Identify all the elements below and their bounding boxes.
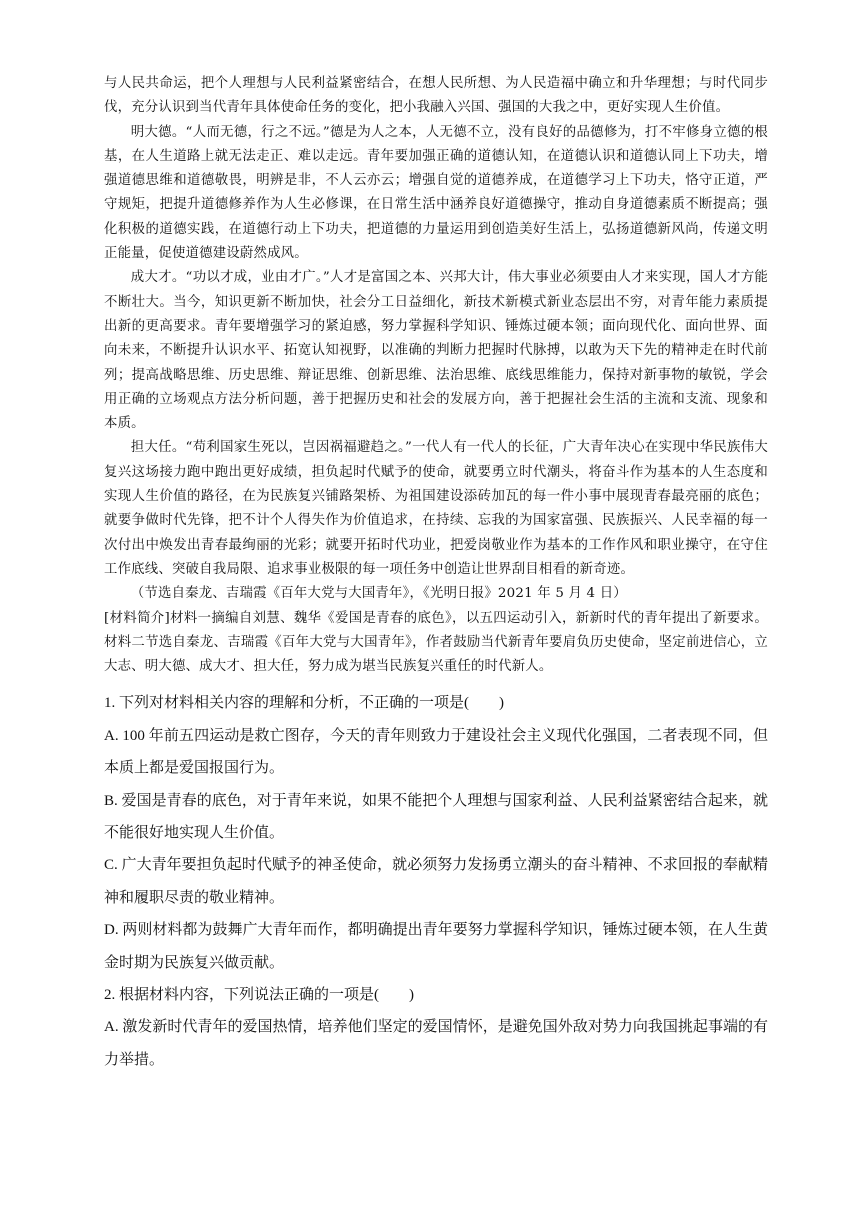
document-page [104,72,768,1076]
passage-paragraph-cheng-da-cai: 成大才。“功以才成，业由才广。”人才是富国之本、兴邦大计，伟大事业必须要由人才来实现，国人才方能不断壮大。当今，知识更新不断加快，社会分工日益细化，新技术新模式新业态层出不穷，对青年能力素质提出新的更高要求。青年要增强学习的紧迫感，努力掌握科学知识、锤炼过硬本领；面向现代化、面向世界、面向未来，不断提升认识水平、拓宽认知视野，以准确的判断力把握时代脉搏，以敢为天下先的精神走在时代前列；提高战略思维、历史思维、辩证思维、创新思维、法治思维、底线思维能力，保持对新事物的敏锐，学会用正确的立场观点方法分析问题，善于把握历史和社会的发展方向，善于把握社会生活的主流和支流、现象和本质。 [104,270,768,432]
reading-passage [104,72,768,679]
answer-blank-2: ( ) [374,987,415,1004]
question-1-option-c: C. 广大青年要担负起时代赋予的神圣使命，就必须努力发扬勇立潮头的奋斗精神、不求回报的奉献精神和履职尽责的敬业精神。 [104,857,768,906]
answer-blank-1: ( ) [464,695,505,712]
question-1-option-a: A. 100 年前五四运动是救亡图存，今天的青年则致力于建设社会主义现代化强国，二者表现不同，但本质上都是爱国报国行为。 [104,727,768,777]
passage-paragraph-ming-da-de: 明大德。“人而无德，行之不远。”德是为人之本，人无德不立，没有良好的品德修为，打不牢修身立德的根基，在人生道路上就无法走正、难以走远。青年要加强正确的道德认知，在道德认识和道德认同上下功夫，增强道德思维和道德敬畏，明辨是非，不人云亦云；增强自觉的道德养成，在道德学习上下功夫，恪守正道，严守规矩，把提升道德修养作为人生必修课，在日常生活中涵养良好道德操守，推动自身道德素质不断提高；强化积极的道德实践，在道德行动上下功夫，把道德的力量运用到创造美好生活上，弘扬道德新风尚，传递文明正能量，促使道德建设蔚然成风。 [104,124,768,262]
question-list [104,687,768,1076]
passage-paragraph-dan-da-ren: 担大任。“苟利国家生死以，岂因祸福避趋之。”一代人有一代人的长征，广大青年决心在实现中华民族伟大复兴这场接力跑中跑出更好成绩，担负起时代赋予的使命，就要勇立时代潮头，将奋斗作为基本的人生态度和实现人生价值的路径，在为民族复兴铺路架桥、为祖国建设添砖加瓦的每一件小事中展现青春最亮丽的底色；就要争做时代先锋，把不计个人得失作为价值追求，在持续、忘我的为国家富强、民族振兴、人民幸福的每一次付出中焕发出青春最绚丽的光彩；就要开拓时代功业，把爱岗敬业作为基本的工作作风和职业操守，在守住工作底线、突破自我局限、追求事业极限的每一项任务中创造让世界刮目相看的新奇迹。 [104,440,768,577]
material-introduction: [材料简介]材料一摘编自刘慧、魏华《爱国是青春的底色》，以五四运动引入，新新时代的青年提出了新要求。材料二节选自秦龙、吉瑞霞《百年大党与大国青年》，作者鼓励当代新青年要肩负历史使命，坚定前进信心，立大志、明大德、成大才、担大任，努力成为堪当民族复兴重任的时代新人。 [104,610,768,675]
question-2-text: 2. 根据材料内容，下列说法正确的一项是 [104,987,375,1004]
question-2-stem [104,979,768,1011]
passage-source-citation: （节选自秦龙、吉瑞霞《百年大党与大国青年》，《光明日报》2021 年 5 月 4 日） [130,586,627,602]
passage-paragraph-continued: 与人民共命运，把个人理想与人民利益紧密结合，在想人民所想、为人民造福中确立和升华理想；与时代同步伐，充分认识到当代青年具体使命任务的变化，把小我融入兴国、强国的大我之中，更好实现人生价值。 [104,76,768,116]
question-2-option-a: A. 激发新时代青年的爱国热情，培养他们坚定的爱国情怀，是避免国外敌对势力向我国挑起事端的有力举措。 [104,1019,768,1068]
question-1-option-b: B. 爱国是青春的底色，对于青年来说，如果不能把个人理想与国家利益、人民利益紧密结合起来，就不能很好地实现人生价值。 [104,792,768,842]
question-1-option-d: D. 两则材料都为鼓舞广大青年而作，都明确提出青年要努力掌握科学知识，锤炼过硬本领，在人生黄金时期为民族复兴做贡献。 [104,922,768,971]
question-1-text: 1. 下列对材料相关内容的理解和分析，不正确的一项是 [104,695,465,712]
question-1-stem [104,687,768,719]
